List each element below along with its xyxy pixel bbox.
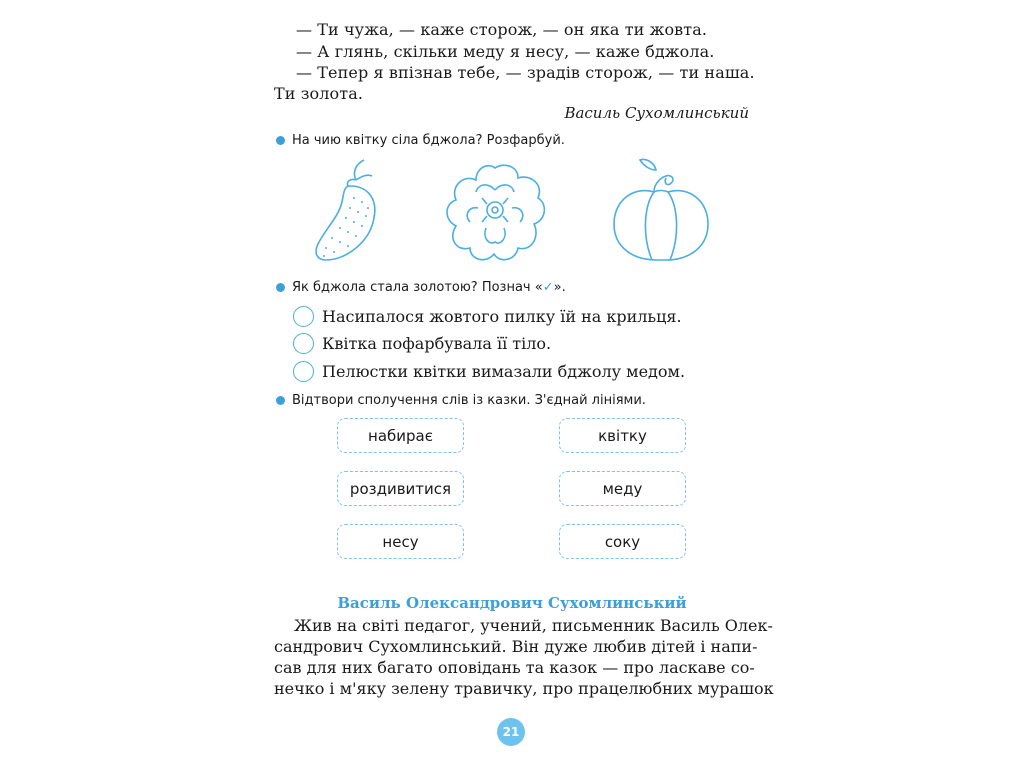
task-coloring-text: На чию квітку сіла бджола? Розфарбуй. <box>292 133 565 148</box>
task-match-text: Відтвори сполучення слів із казки. З'єднай лініями. <box>292 393 646 408</box>
task-coloring <box>276 133 565 148</box>
answer-option <box>293 361 685 382</box>
answer-checkbox[interactable] <box>293 333 314 354</box>
flower-icon[interactable] <box>442 160 548 268</box>
task-mark <box>276 280 566 295</box>
story-line-1: — Ти чужа, — каже сторож, — он яка ти жовта. <box>296 20 708 39</box>
pumpkin-icon[interactable] <box>610 156 710 268</box>
bio-line-2: сандрович Сухомлинський. Він дуже любив дітей і напи- <box>274 637 758 656</box>
bio-title: Василь Олександрович Сухомлинський <box>337 594 687 612</box>
bullet-icon <box>276 396 285 405</box>
word-box-left[interactable]: набирає <box>337 418 464 453</box>
task-mark-text-before: Як бджола стала золотою? Познач « <box>292 280 543 295</box>
answer-checkbox[interactable] <box>293 361 314 382</box>
word-box-left[interactable]: роздивитися <box>337 471 464 506</box>
answer-option <box>293 306 682 327</box>
answer-checkbox[interactable] <box>293 306 314 327</box>
cucumber-icon[interactable] <box>312 158 382 268</box>
bio-line-3: сав для них багато оповідань та казок — про ласкаве со- <box>274 658 755 677</box>
word-box-right[interactable]: квітку <box>559 418 686 453</box>
bullet-icon <box>276 136 285 145</box>
page-number: 21 <box>497 718 525 746</box>
answer-option-text: Квітка пофарбувала її тіло. <box>322 334 552 353</box>
task-match <box>276 393 646 408</box>
story-line-4: Ти золота. <box>274 84 364 103</box>
checkmark-icon: ✓ <box>542 280 554 295</box>
story-author: Василь Сухомлинський <box>564 104 749 122</box>
answer-option <box>293 333 551 354</box>
bullet-icon <box>276 283 285 292</box>
story-line-3: — Тепер я впізнав тебе, — зрадів сторож, — ти наша. <box>296 63 755 82</box>
bio-line-4: нечко і м'яку зелену травичку, про працелюбних мурашок <box>274 679 774 698</box>
word-box-right[interactable]: меду <box>559 471 686 506</box>
word-box-left[interactable]: несу <box>337 524 464 559</box>
answer-option-text: Пелюстки квітки вимазали бджолу медом. <box>322 362 686 381</box>
answer-option-text: Насипалося жовтого пилку їй на крильця. <box>322 307 682 326</box>
task-mark-text-after: ». <box>553 280 566 295</box>
bio-line-1: Жив на світі педагог, учений, письменник Василь Олек- <box>294 616 773 635</box>
word-box-right[interactable]: соку <box>559 524 686 559</box>
story-line-2: — А глянь, скільки меду я несу, — каже бджола. <box>296 42 715 61</box>
